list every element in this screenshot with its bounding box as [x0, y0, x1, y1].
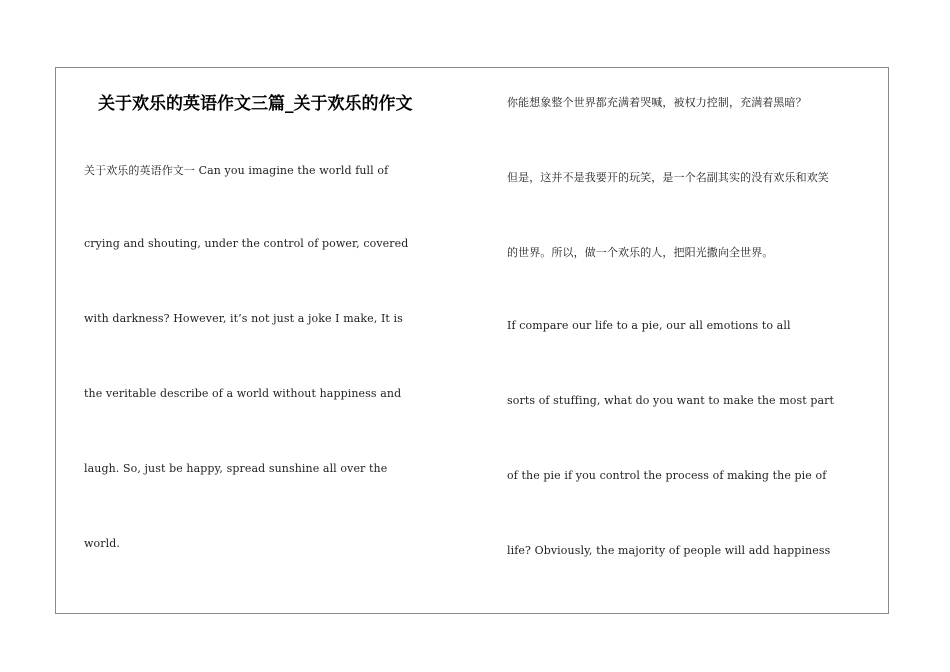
- right-line-7: life? Obviously, the majority of people will add happiness: [507, 544, 831, 557]
- left-line-2: crying and shouting, under the control of power, covered: [84, 237, 409, 250]
- left-line-1: 关于欢乐的英语作文一 Can you imagine the world full of: [84, 164, 389, 177]
- right-line-5: sorts of stuffing, what do you want to make the most part: [507, 394, 835, 407]
- right-line-4: If compare our life to a pie, our all emotions to all: [507, 319, 791, 332]
- document-title: 关于欢乐的英语作文三篇_关于欢乐的作文: [98, 94, 413, 114]
- left-line-5: laugh. So, just be happy, spread sunshine all over the: [84, 462, 388, 475]
- page-frame: [55, 67, 889, 614]
- right-line-1: 你能想象整个世界都充满着哭喊，被权力控制，充满着黑暗？: [507, 96, 807, 109]
- right-line-6: of the pie if you control the process of making the pie of: [507, 469, 827, 482]
- left-line-4: the veritable describe of a world without happiness and: [84, 387, 402, 400]
- right-line-3: 的世界。所以，做一个欢乐的人，把阳光撒向全世界。: [507, 246, 774, 259]
- left-line-3: with darkness? However, it’s not just a joke I make, It is: [84, 312, 403, 325]
- left-line-6: world.: [84, 537, 120, 550]
- right-line-2: 但是，这并不是我要开的玩笑，是一个名副其实的没有欢乐和欢笑: [507, 171, 829, 184]
